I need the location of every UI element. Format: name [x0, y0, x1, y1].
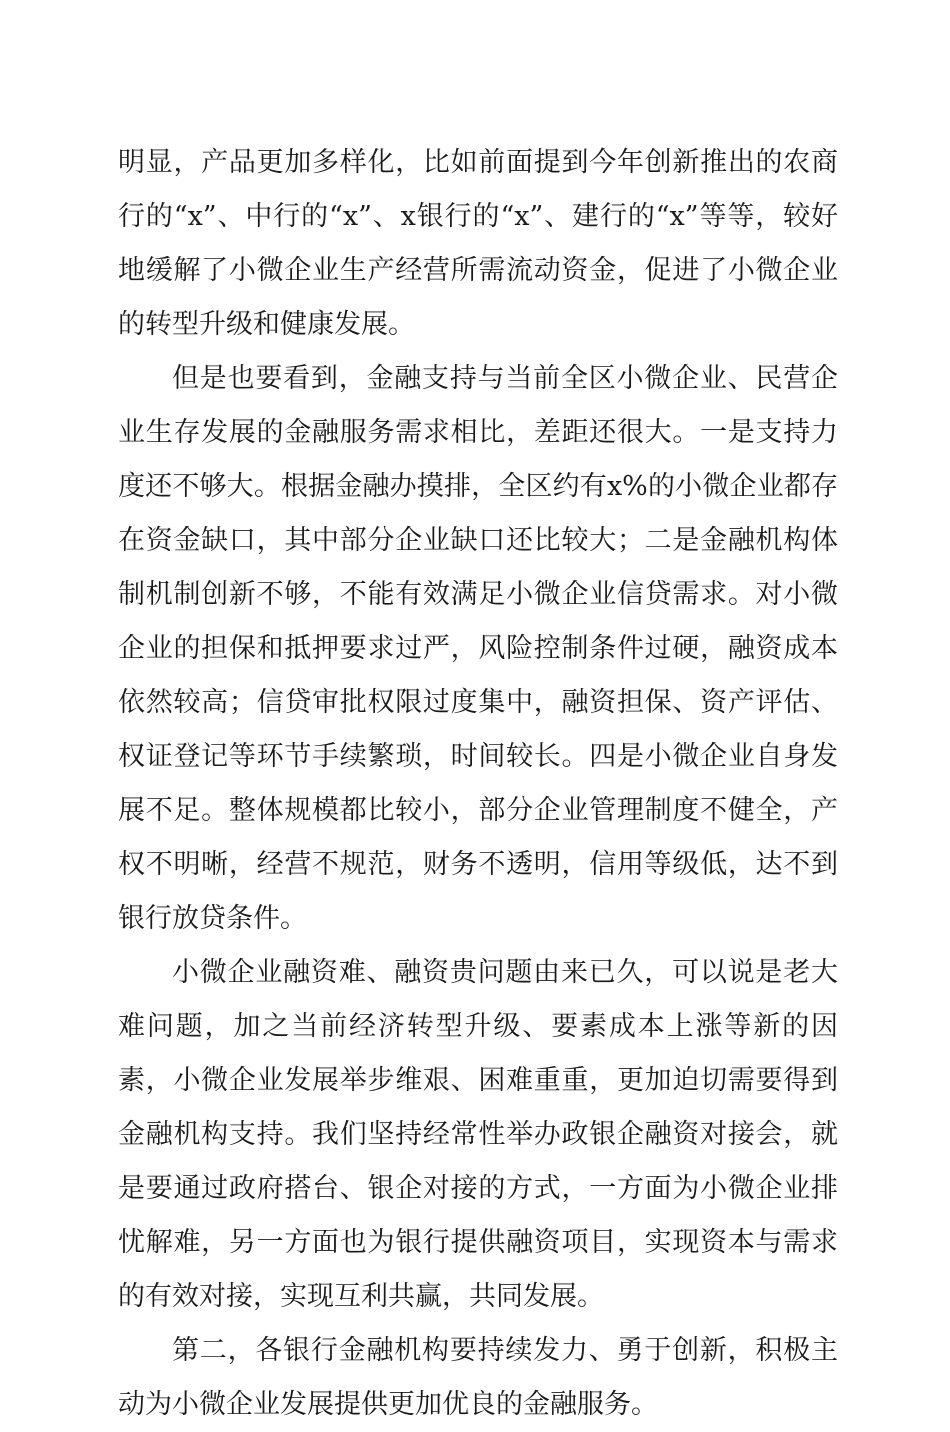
paragraph-financing-difficulty: 小微企业融资难、融资贵问题由来已久，可以说是老大难问题，加之当前经济转型升级、要素成本上涨等新的因素，小微企业发展举步维艰、困难重重，更加迫切需要得到金融机构支持。我们坚持经常性举办政银企融资对接会，就是要通过政府搭台、银企对接的方式，一方面为小微企业排忧解难，另一方面也为银行提供融资项目，实现资本与需求的有效对接，实现互利共赢，共同发展。: [118, 957, 838, 1312]
paragraph-financial-gap: 但是也要看到，金融支持与当前全区小微企业、民营企业生存发展的金融服务需求相比，差距还很大。一是支持力度还不够大。根据金融办摸排，全区约有x%的小微企业都存在资金缺口，其中部分企业缺口还比较大；二是金融机构体制机制创新不够，不能有效满足小微企业信贷需求。对小微企业的担保和抵押要求过严，风险控制条件过硬，融资成本依然较高；信贷审批权限过度集中，融资担保、资产评估、权证登记等环节手续繁琐，时间较长。四是小微企业自身发展不足。整体规模都比较小，部分企业管理制度不健全，产权不明晰，经营不规范，财务不透明，信用等级低，达不到银行放贷条件。: [118, 363, 838, 934]
paragraph-second-point: 第二，各银行金融机构要持续发力、勇于创新，积极主动为小微企业发展提供更加优良的金融服务。: [118, 1335, 838, 1420]
paragraph-continuation: 明显，产品更加多样化，比如前面提到今年创新推出的农商行的“x”、中行的“x”、x银行的“x”、建行的“x”等等，较好地缓解了小微企业生产经营所需流动资金，促进了小微企业的转型升级和健康发展。: [118, 147, 838, 340]
document-body: [118, 136, 838, 1432]
